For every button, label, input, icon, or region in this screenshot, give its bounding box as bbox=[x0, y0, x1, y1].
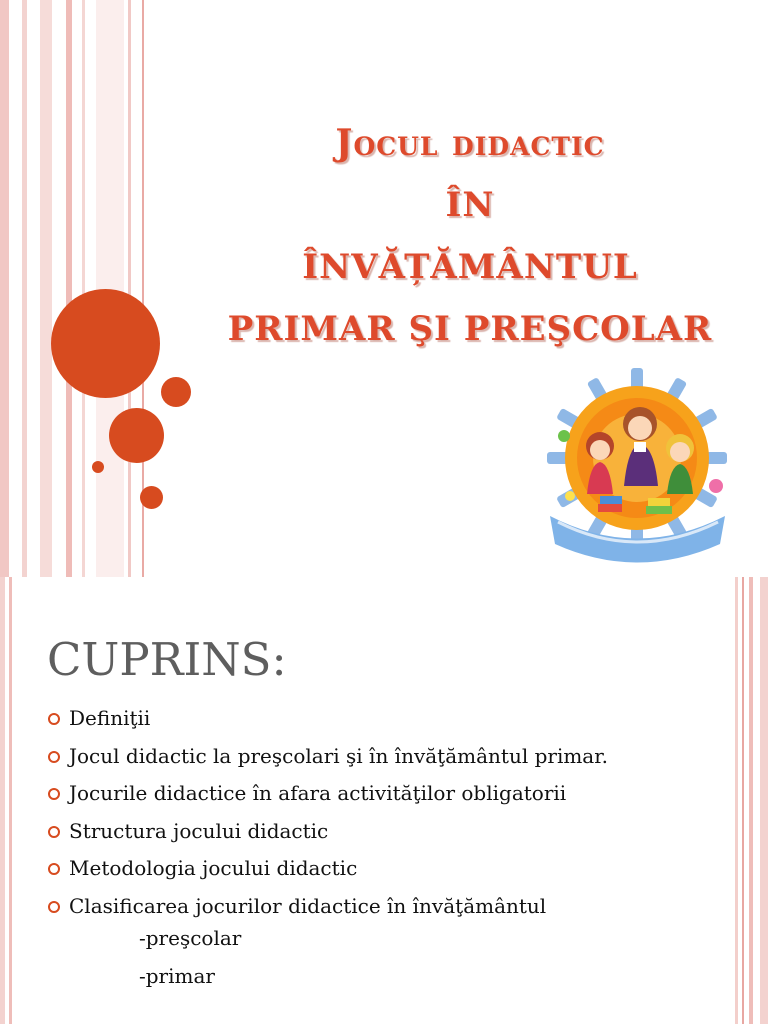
decorative-circle bbox=[92, 461, 104, 473]
list-item bbox=[47, 775, 608, 813]
decorative-stripe bbox=[760, 577, 768, 1024]
decorative-stripe bbox=[82, 0, 85, 577]
circle-bullet-icon bbox=[48, 713, 60, 725]
list-item-text: Structura jocului didactic bbox=[69, 818, 329, 843]
decorative-stripe bbox=[66, 0, 72, 577]
list-item-text: Jocurile didactice în afara activităţilor obligatorii bbox=[69, 781, 567, 805]
sub-item-primar: -primar bbox=[139, 964, 215, 988]
decorative-circle bbox=[161, 377, 191, 407]
decorative-circle bbox=[140, 486, 163, 509]
list-item-text: Metodologia jocului didactic bbox=[69, 856, 358, 880]
title-line: ÎN bbox=[445, 185, 495, 225]
title-line: PRIMAR ŞI PREŞCOLAR bbox=[227, 309, 713, 349]
contents-list bbox=[47, 700, 608, 925]
circle-bullet-icon bbox=[48, 788, 60, 800]
decorative-stripe bbox=[128, 0, 131, 577]
list-item bbox=[47, 738, 608, 776]
list-item-text: Definiţii bbox=[69, 706, 151, 730]
decorative-stripe bbox=[742, 577, 744, 1024]
decorative-stripe bbox=[749, 577, 753, 1024]
decorative-circle bbox=[51, 289, 160, 398]
teacher-with-children-logo bbox=[540, 366, 735, 566]
decorative-stripe bbox=[735, 577, 738, 1024]
circle-bullet-icon bbox=[48, 826, 60, 838]
decorative-stripe bbox=[0, 0, 9, 577]
decorative-stripe bbox=[22, 0, 27, 577]
title-line: ÎNVĂȚĂMÂNTUL bbox=[302, 247, 638, 287]
circle-bullet-icon bbox=[48, 901, 60, 913]
list-item bbox=[47, 850, 608, 888]
list-item bbox=[47, 813, 608, 851]
contents-slide bbox=[0, 577, 768, 1024]
decorative-circle bbox=[109, 408, 164, 463]
list-item bbox=[47, 700, 608, 738]
decorative-stripe bbox=[40, 0, 52, 577]
list-item-text: Clasificarea jocurilor didactice în învăţământul bbox=[69, 893, 547, 918]
slide-title bbox=[180, 112, 760, 360]
decorative-stripe bbox=[0, 577, 5, 1024]
list-item bbox=[47, 888, 608, 926]
contents-heading: CUPRINS: bbox=[47, 633, 287, 686]
circle-bullet-icon bbox=[48, 863, 60, 875]
list-item-text: Jocul didactic la preşcolari şi în învăţământul primar. bbox=[69, 743, 608, 768]
decorative-stripe bbox=[9, 577, 12, 1024]
title-line: Jocul didactic bbox=[335, 122, 605, 164]
sub-item-prescolar: -preşcolar bbox=[139, 926, 242, 950]
circle-bullet-icon bbox=[48, 751, 60, 763]
